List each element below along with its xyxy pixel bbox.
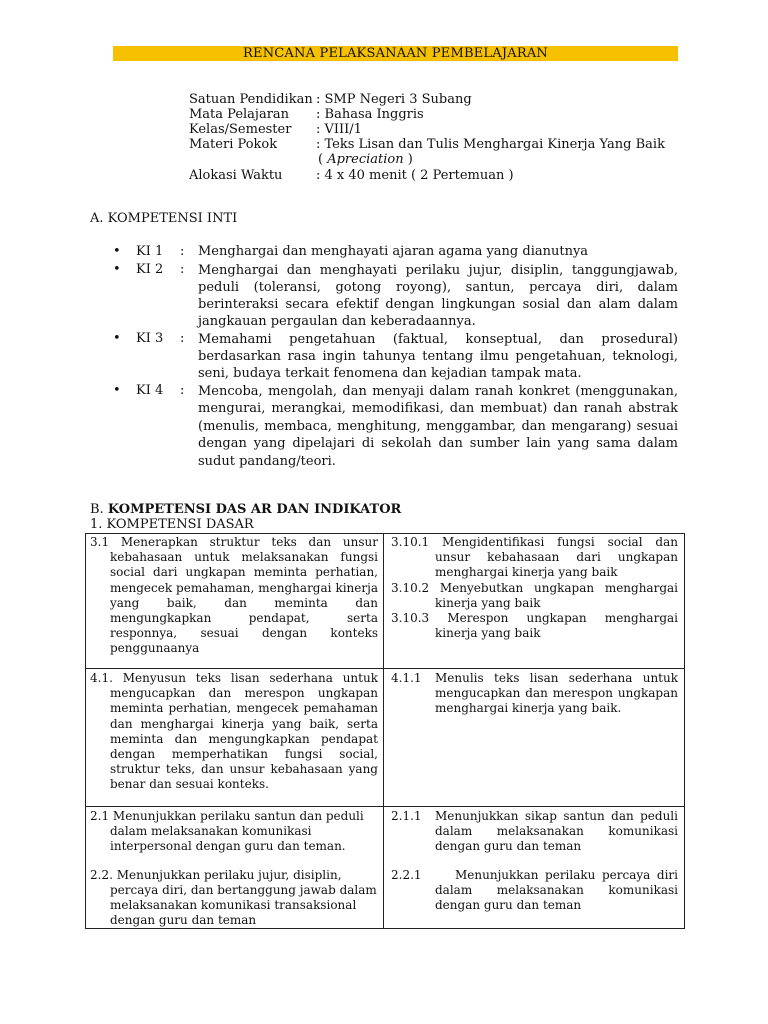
materi-italic: Apreciation xyxy=(327,152,404,167)
table-row-3-right xyxy=(391,809,678,913)
kelas-value: : VIII/1 xyxy=(316,122,362,137)
kelas-label: Kelas/Semester xyxy=(189,122,292,137)
waktu-value: : 4 x 40 menit ( 2 Pertemuan ) xyxy=(316,168,514,183)
ki-2-text: Menghargai dan menghayati perilaku jujur, disiplin, tanggungjawab, peduli (toleransi, gotong royong), santun, percaya diri, dalam berinteraksi secara efektif dengan lingkungan sosial dan alam dalam jangkauan pergaulan dan keberadaannya. xyxy=(198,263,678,329)
materi-value: : Teks Lisan dan Tulis Menghargai Kinerja Yang Baik xyxy=(316,137,665,152)
section-a-heading: A. KOMPETENSI INTI xyxy=(90,211,238,226)
section-b-heading: B. KOMPETENSI DAS AR DAN INDIKATOR xyxy=(90,502,402,517)
indikator-3-10-3: 3.10.3 Merespon ungkapan menghargai kinerja yang baik xyxy=(391,611,678,641)
indikator-4-1-1: 4.1.1 Menulis teks lisan sederhana untuk mengucapkan dan merespon ungkapan menghargai kinerja yang baik. xyxy=(391,671,678,716)
kd-3-1: 3.1 Menerapkan struktur teks dan unsur kebahasaan untuk melaksanakan fungsi social dari ungkapan meminta perhatian, mengecek pemahaman, menghargai kinerja yang baik, dan meminta dan mengungkapkan pendapat, serta responnya, sesuai dengan konteks penggunaanya xyxy=(90,535,378,656)
ki-1-colon: : xyxy=(180,244,185,259)
indikator-3-10-2: 3.10.2 Menyebutkan ungkapan menghargai kinerja yang baik xyxy=(391,580,678,610)
section-b-heading-bold: KOMPETENSI DAS AR DAN INDIKATOR xyxy=(107,502,402,517)
table-row-3-left xyxy=(90,809,378,928)
satuan-label: Satuan Pendidikan xyxy=(189,92,313,107)
materi-label: Materi Pokok xyxy=(189,137,278,152)
ki-3-code: KI 3 xyxy=(136,331,164,346)
table-col-divider xyxy=(383,534,384,928)
table-row-2-left xyxy=(90,671,378,793)
table-row-divider-1 xyxy=(86,668,684,669)
ki-3-colon: : xyxy=(180,331,185,346)
indikator-2-2-1: 2.2.1 Menunjukkan perilaku percaya diri dalam melaksanakan komunikasi dengan guru dan teman xyxy=(391,867,678,913)
ki-4-code: KI 4 xyxy=(136,383,164,398)
kd-2-1: 2.1 Menunjukkan perilaku santun dan peduli dalam melaksanakan komunikasi interpersonal dengan guru dan teman. xyxy=(90,809,364,854)
indikator-3-10-1: 3.10.1 Mengidentifikasi fungsi social dan unsur kebahasaan dari ungkapan menghargai kinerja yang baik xyxy=(391,535,678,580)
ki-4-text: Mencoba, mengolah, dan menyaji dalam ranah konkret (menggunakan, mengurai, merangkai, memodifikasi, dan membuat) dan ranah abstrak (menulis, membaca, menghitung, menggambar, dan mengarang) sesuai dengan yang dipelajari di sekolah dan sumber lain yang sama dalam sudut pandang/teori. xyxy=(198,384,678,469)
waktu-label: Alokasi Waktu xyxy=(189,168,283,183)
ki-3-text: Memahami pengetahuan (faktual, konseptual, dan prosedural) berdasarkan rasa ingin tahunya tentang ilmu pengetahuan, teknologi, seni, budaya terkait fenomena dan kejadian tampak mata. xyxy=(198,332,678,381)
ki-2-code: KI 2 xyxy=(136,262,164,277)
ki-1-code: KI 1 xyxy=(136,244,164,259)
page-title: RENCANA PELAKSANAAN PEMBELAJARAN xyxy=(243,46,548,61)
mapel-label: Mata Pelajaran xyxy=(189,107,290,122)
ki-1-bullet: • xyxy=(113,244,121,259)
mapel-value: : Bahasa Inggris xyxy=(316,107,424,122)
materi-value-cont: ( Apreciation ) xyxy=(318,152,413,167)
ki-1-text: Menghargai dan menghayati ajaran agama yang dianutnya xyxy=(198,244,589,259)
kd-4-1: 4.1. Menyusun teks lisan sederhana untuk mengucapkan dan merespon ungkapan meminta perhatian, mengecek pemahaman dan menghargai kinerja yang baik, serta meminta dan mengungkapkan pendapat dengan memperhatikan fungsi social, struktur teks, dan unsur kebahasaan yang benar dan sesuai konteks. xyxy=(90,671,378,792)
ki-2-colon: : xyxy=(180,262,185,277)
kd-2-2: 2.2. Menunjukkan perilaku jujur, disiplin, percaya diri, dan bertanggung jawab dalam melaksanakan komunikasi transaksional dengan guru dan teman xyxy=(90,867,377,928)
ki-3-bullet: • xyxy=(113,331,121,346)
indikator-2-1-1: 2.1.1 Menunjukkan sikap santun dan peduli dalam melaksanakan komunikasi dengan guru dan teman xyxy=(391,809,678,854)
table-row-1-left xyxy=(90,535,378,657)
satuan-value: : SMP Negeri 3 Subang xyxy=(316,92,472,107)
section-b-subheading: 1. KOMPETENSI DASAR xyxy=(90,517,254,532)
table-row-divider-2 xyxy=(86,806,684,807)
ki-4-bullet: • xyxy=(113,383,121,398)
kd-table xyxy=(85,533,685,929)
table-row-2-right xyxy=(391,671,678,717)
ki-4-colon: : xyxy=(180,383,185,398)
ki-2-bullet: • xyxy=(113,262,121,277)
table-row-1-right xyxy=(391,535,678,641)
